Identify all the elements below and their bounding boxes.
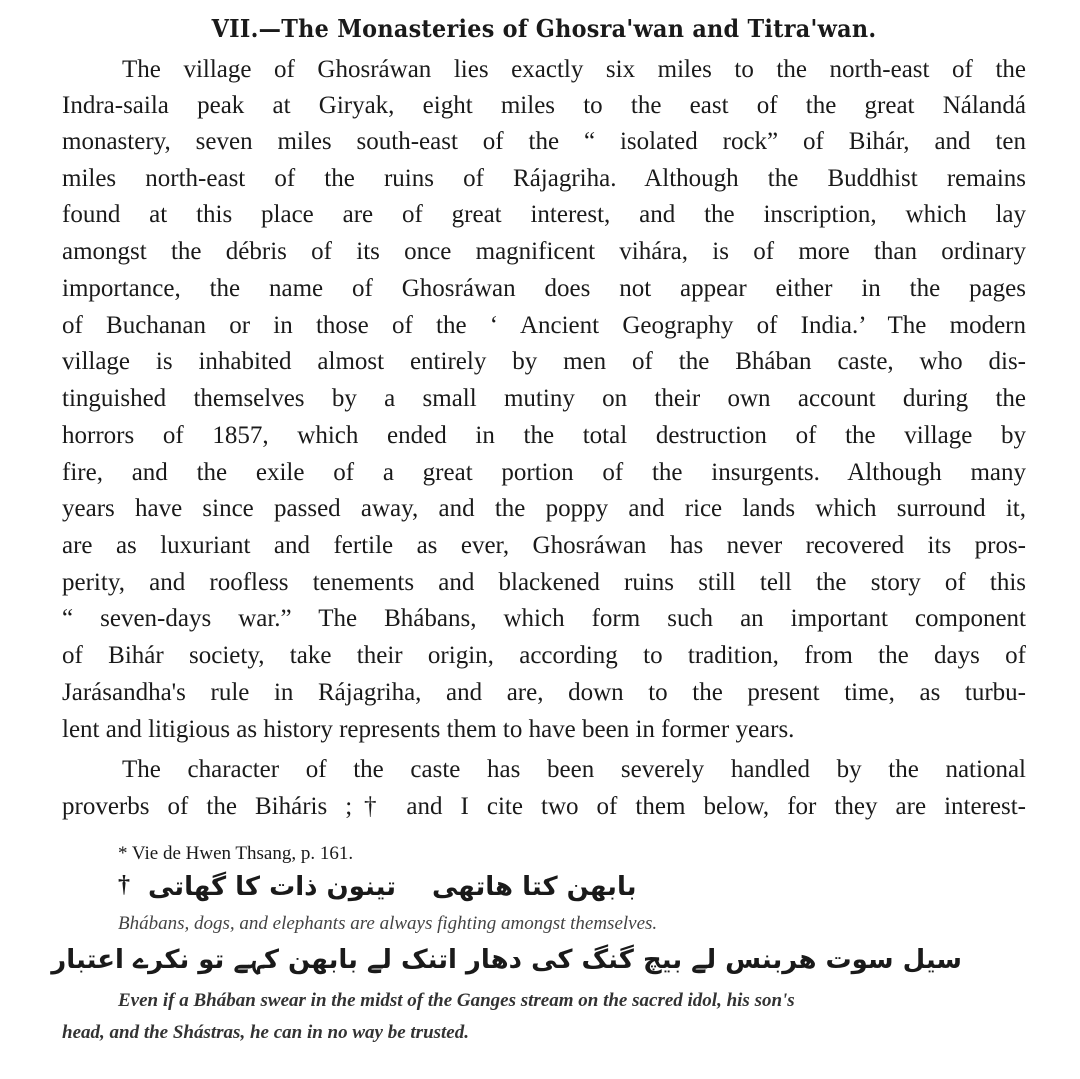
proverb2-translation-line2: head, and the Shástras, he can in no way be trusted. [62,1022,469,1043]
body-line: years have since passed away, and the poppy and rice lands which surround it, [62,495,1026,522]
body-line: “ seven-days war.” The Bhábans, which form such an important component [62,605,1026,632]
proverb2-translation-line1: Even if a Bhában swear in the midst of the Ganges stream on the sacred idol, his son's [118,990,795,1011]
body-line: importance, the name of Ghosráwan does not appear either in the pages [62,275,1026,302]
body-line: are as luxuriant and fertile as ever, Ghosráwan has never recovered its pros- [62,532,1026,559]
proverb2-urdu: سیل سوت ھربنس لے بیچ گنگ کی دھار اتنک لے بابھن کہے تو نکرے اعتبار [51,945,962,975]
body-line: of Buchanan or in those of the ‘ Ancient Geography of India.’ The modern [62,312,1026,339]
body-line: fire, and the exile of a great portion of the insurgents. Although many [62,459,1026,486]
body-line: miles north-east of the ruins of Rájagriha. Although the Buddhist remains [62,165,1026,192]
body-line: amongst the débris of its once magnificent vihára, is of more than ordinary [62,238,1026,265]
footnote-star: * Vie de Hwen Thsang, p. 161. [118,843,354,864]
body-line: horrors of 1857, which ended in the total destruction of the village by [62,422,1026,449]
body-line: The character of the caste has been severely handled by the national [122,756,1026,783]
body-line: village is inhabited almost entirely by men of the Bhában caste, who dis- [62,348,1026,375]
body-line: monastery, seven miles south-east of the “ isolated rock” of Bihár, and ten [62,128,1026,155]
body-line: proverbs of the Biháris ;† and I cite two of them below, for they are interest- [62,793,1026,820]
section-heading: VII.—The Monasteries of Ghosra'wan and Titra'wan. [211,14,877,43]
body-line: lent and litigious as history represents them to have been in former years. [62,716,795,743]
body-line: Indra-saila peak at Giryak, eight miles to the east of the great Nálandá [62,92,1026,119]
footnote-dagger: † [118,872,130,898]
proverb1-urdu-b: بابھن کتا ھاتھی [432,872,637,902]
body-line: of Bihár society, take their origin, according to tradition, from the days of [62,642,1026,669]
body-line: Jarásandha's rule in Rájagriha, and are, down to the present time, as turbu- [62,679,1026,706]
proverb1-urdu-a: تینون ذات کا گھاتی [148,872,397,902]
body-line: perity, and roofless tenements and blackened ruins still tell the story of this [62,569,1026,596]
body-line: The village of Ghosráwan lies exactly six miles to the north-east of the [122,56,1026,83]
body-line: found at this place are of great interest, and the inscription, which lay [62,201,1026,228]
proverb1-translation: Bhábans, dogs, and elephants are always fighting amongst themselves. [118,913,658,934]
body-line: tinguished themselves by a small mutiny on their own account during the [62,385,1026,412]
